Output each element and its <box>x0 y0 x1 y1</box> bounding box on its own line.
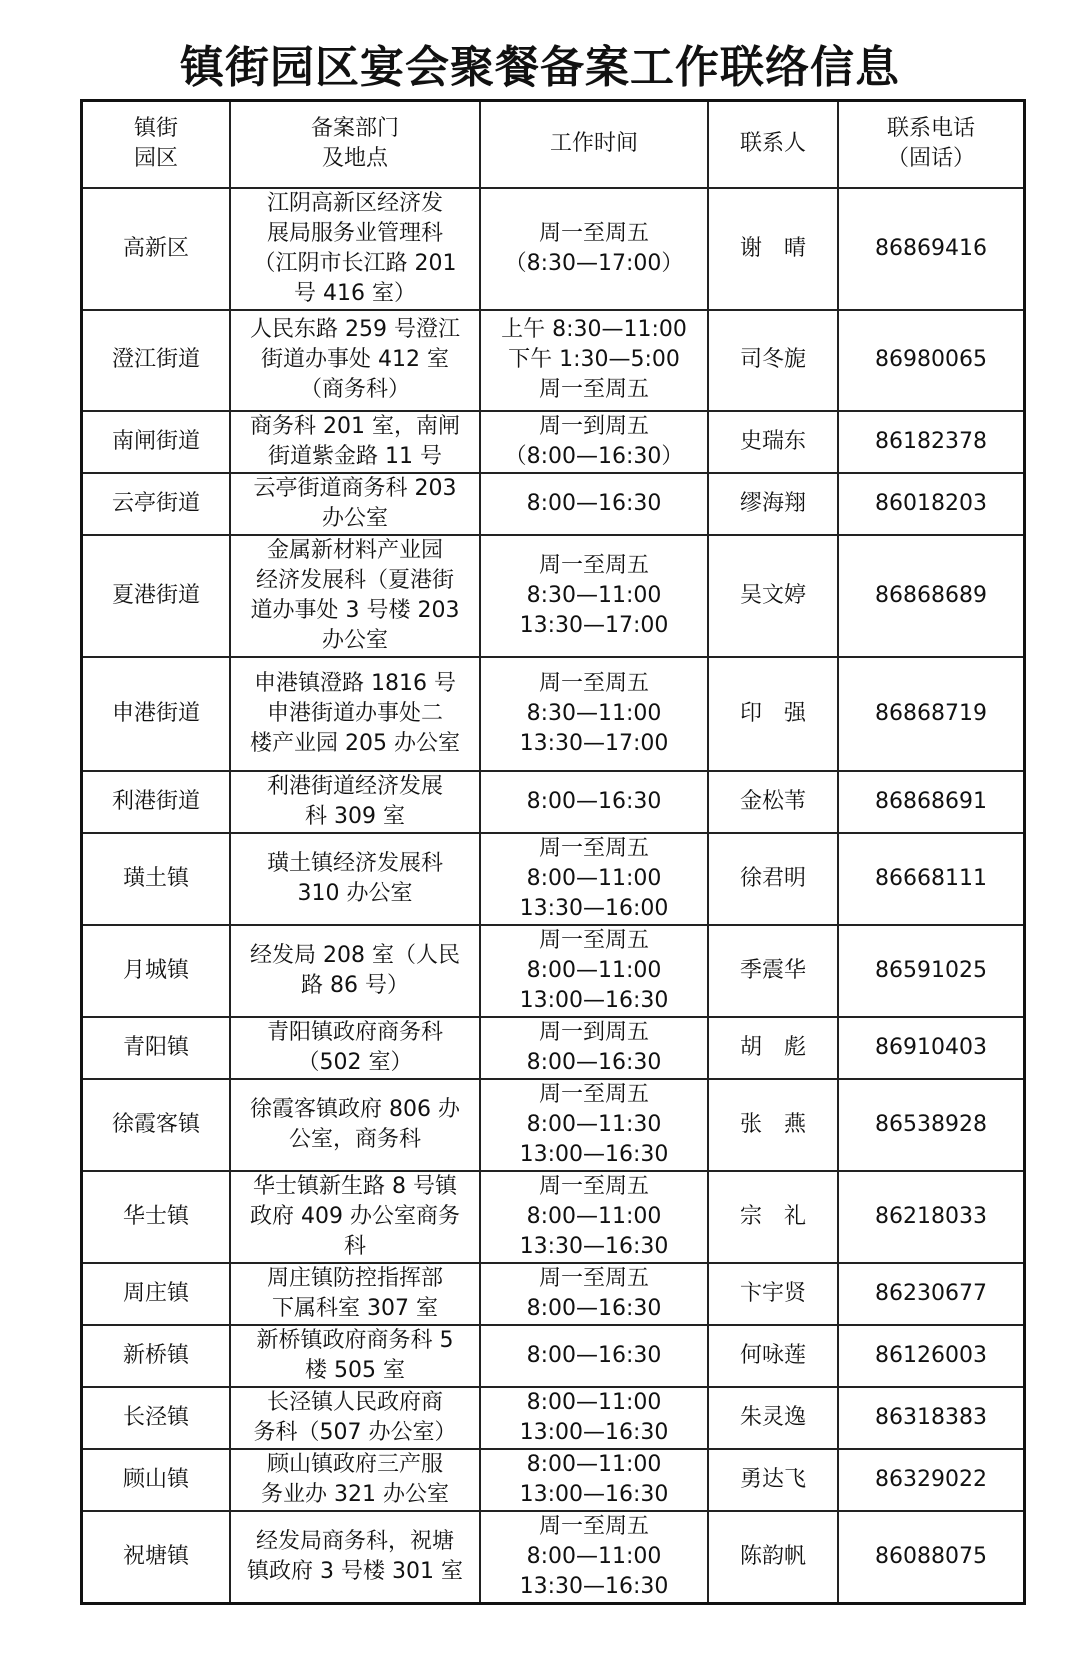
cell-person: 金松苇 <box>708 771 838 833</box>
cell-time: 周一至周五 8:00—11:00 13:30—16:30 <box>480 1171 708 1263</box>
cell-time: 周一至周五 8:00—11:00 13:30—16:30 <box>480 1511 708 1604</box>
cell-dept: 长泾镇人民政府商 务科（507 办公室） <box>230 1387 480 1449</box>
cell-dept: 江阴高新区经济发 展局服务业管理科 （江阴市长江路 201 号 416 室） <box>230 188 480 310</box>
cell-town: 璜土镇 <box>82 833 231 925</box>
header-person: 联系人 <box>708 101 838 188</box>
cell-dept: 利港街道经济发展 科 309 室 <box>230 771 480 833</box>
cell-phone: 86088075 <box>838 1511 1025 1604</box>
header-town: 镇街 园区 <box>82 101 231 188</box>
table-row <box>82 1387 1025 1449</box>
table-row <box>82 657 1025 771</box>
cell-town: 华士镇 <box>82 1171 231 1263</box>
cell-town: 周庄镇 <box>82 1263 231 1325</box>
cell-dept: 璜土镇经济发展科 310 办公室 <box>230 833 480 925</box>
cell-dept: 经发局商务科，祝塘 镇政府 3 号楼 301 室 <box>230 1511 480 1604</box>
cell-dept: 周庄镇防控指挥部 下属科室 307 室 <box>230 1263 480 1325</box>
cell-phone: 86869416 <box>838 188 1025 310</box>
cell-person: 司冬旎 <box>708 310 838 411</box>
cell-time: 上午 8:30—11:00 下午 1:30—5:00 周一至周五 <box>480 310 708 411</box>
cell-town: 月城镇 <box>82 925 231 1017</box>
cell-town: 新桥镇 <box>82 1325 231 1387</box>
cell-town: 夏港街道 <box>82 535 231 657</box>
table-row <box>82 1171 1025 1263</box>
cell-person: 陈韵帆 <box>708 1511 838 1604</box>
table-row <box>82 833 1025 925</box>
cell-phone: 86980065 <box>838 310 1025 411</box>
cell-person: 史瑞东 <box>708 411 838 473</box>
table-row <box>82 411 1025 473</box>
cell-dept: 徐霞客镇政府 806 办 公室，商务科 <box>230 1079 480 1171</box>
table-row <box>82 1511 1025 1604</box>
cell-person: 缪海翔 <box>708 473 838 535</box>
cell-dept: 经发局 208 室（人民 路 86 号） <box>230 925 480 1017</box>
cell-person: 何咏莲 <box>708 1325 838 1387</box>
cell-person: 季震华 <box>708 925 838 1017</box>
cell-dept: 华士镇新生路 8 号镇 政府 409 办公室商务 科 <box>230 1171 480 1263</box>
cell-phone: 86538928 <box>838 1079 1025 1171</box>
table-row <box>82 535 1025 657</box>
cell-time: 周一至周五 8:00—11:00 13:30—16:00 <box>480 833 708 925</box>
cell-time: 周一至周五 8:00—11:00 13:00—16:30 <box>480 925 708 1017</box>
cell-town: 申港街道 <box>82 657 231 771</box>
cell-person: 徐君明 <box>708 833 838 925</box>
cell-phone: 86591025 <box>838 925 1025 1017</box>
cell-dept: 金属新材料产业园 经济发展科（夏港街 道办事处 3 号楼 203 办公室 <box>230 535 480 657</box>
cell-town: 长泾镇 <box>82 1387 231 1449</box>
cell-town: 徐霞客镇 <box>82 1079 231 1171</box>
cell-person: 谢 晴 <box>708 188 838 310</box>
cell-phone: 86230677 <box>838 1263 1025 1325</box>
cell-phone: 86868691 <box>838 771 1025 833</box>
table-row <box>82 188 1025 310</box>
cell-time: 8:00—16:30 <box>480 771 708 833</box>
cell-time: 周一至周五 8:30—11:00 13:30—17:00 <box>480 535 708 657</box>
header-phone: 联系电话 （固话） <box>838 101 1025 188</box>
cell-time: 8:00—11:00 13:00—16:30 <box>480 1387 708 1449</box>
cell-dept: 人民东路 259 号澄江 街道办事处 412 室 （商务科） <box>230 310 480 411</box>
cell-person: 吴文婷 <box>708 535 838 657</box>
table-row <box>82 1325 1025 1387</box>
table-row <box>82 1079 1025 1171</box>
table-row <box>82 771 1025 833</box>
cell-person: 张 燕 <box>708 1079 838 1171</box>
cell-phone: 86868689 <box>838 535 1025 657</box>
cell-person: 印 强 <box>708 657 838 771</box>
table-row <box>82 1017 1025 1079</box>
cell-phone: 86910403 <box>838 1017 1025 1079</box>
cell-dept: 商务科 201 室，南闸 街道紫金路 11 号 <box>230 411 480 473</box>
cell-dept: 青阳镇政府商务科 （502 室） <box>230 1017 480 1079</box>
cell-dept: 申港镇澄路 1816 号 申港街道办事处二 楼产业园 205 办公室 <box>230 657 480 771</box>
cell-phone: 86018203 <box>838 473 1025 535</box>
cell-phone: 86126003 <box>838 1325 1025 1387</box>
header-time: 工作时间 <box>480 101 708 188</box>
cell-person: 宗 礼 <box>708 1171 838 1263</box>
table-row <box>82 473 1025 535</box>
cell-dept: 顾山镇政府三产服 务业办 321 办公室 <box>230 1449 480 1511</box>
cell-time: 周一至周五 8:30—11:00 13:30—17:00 <box>480 657 708 771</box>
cell-town: 澄江街道 <box>82 310 231 411</box>
cell-time: 周一到周五 8:00—16:30 <box>480 1017 708 1079</box>
header-dept: 备案部门 及地点 <box>230 101 480 188</box>
cell-phone: 86668111 <box>838 833 1025 925</box>
cell-person: 胡 彪 <box>708 1017 838 1079</box>
cell-time: 周一至周五 8:00—16:30 <box>480 1263 708 1325</box>
table-row <box>82 1263 1025 1325</box>
cell-town: 祝塘镇 <box>82 1511 231 1604</box>
cell-phone: 86218033 <box>838 1171 1025 1263</box>
page-title: 镇街园区宴会聚餐备案工作联络信息 <box>180 42 900 93</box>
cell-town: 高新区 <box>82 188 231 310</box>
cell-phone: 86868719 <box>838 657 1025 771</box>
cell-town: 南闸街道 <box>82 411 231 473</box>
cell-town: 云亭街道 <box>82 473 231 535</box>
table-row <box>82 1449 1025 1511</box>
header-row <box>82 101 1025 188</box>
cell-phone: 86182378 <box>838 411 1025 473</box>
cell-time: 8:00—11:00 13:00—16:30 <box>480 1449 708 1511</box>
cell-dept: 云亭街道商务科 203 办公室 <box>230 473 480 535</box>
cell-town: 顾山镇 <box>82 1449 231 1511</box>
cell-person: 朱灵逸 <box>708 1387 838 1449</box>
cell-time: 8:00—16:30 <box>480 1325 708 1387</box>
cell-town: 利港街道 <box>82 771 231 833</box>
cell-phone: 86318383 <box>838 1387 1025 1449</box>
table-row <box>82 310 1025 411</box>
cell-dept: 新桥镇政府商务科 5 楼 505 室 <box>230 1325 480 1387</box>
table-row <box>82 925 1025 1017</box>
cell-time: 周一至周五 （8:30—17:00） <box>480 188 708 310</box>
cell-town: 青阳镇 <box>82 1017 231 1079</box>
cell-time: 周一到周五 （8:00—16:30） <box>480 411 708 473</box>
cell-person: 卞宇贤 <box>708 1263 838 1325</box>
cell-phone: 86329022 <box>838 1449 1025 1511</box>
cell-time: 周一至周五 8:00—11:30 13:00—16:30 <box>480 1079 708 1171</box>
cell-person: 勇达飞 <box>708 1449 838 1511</box>
contact-table <box>80 99 1026 1605</box>
cell-time: 8:00—16:30 <box>480 473 708 535</box>
